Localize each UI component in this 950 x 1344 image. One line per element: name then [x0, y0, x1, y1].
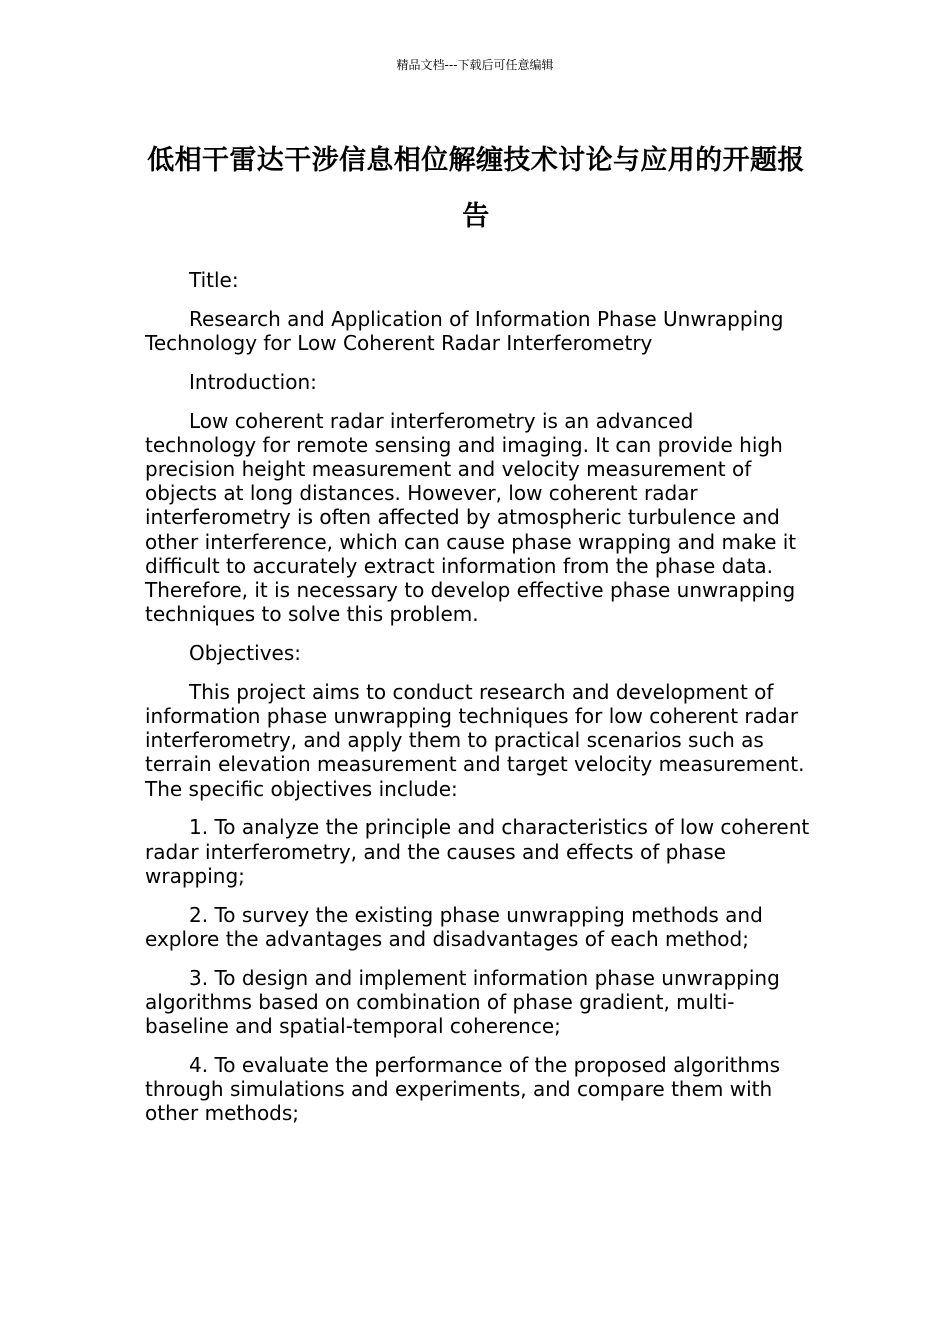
english-title: Research and Application of Information Phase Unwrapping Technology for Low Coherent Radar Interferometry — [145, 306, 784, 355]
objective-item-1: 1. To analyze the principle and characteristics of low coherent radar interferometry, and the causes and effects of phase wrapping; — [145, 815, 810, 888]
introduction-heading: Introduction: — [189, 369, 317, 394]
document-body — [145, 268, 810, 1140]
objectives-paragraph: This project aims to conduct research and development of information phase unwrapping techniques for low coherent radar interferometry, and apply them to practical scenarios such as terrain elevation measurement and target velocity measurement. The specific objectives include: — [145, 679, 805, 801]
objective-item-4: 4. To evaluate the performance of the proposed algorithms through simulations and experiments, and compare them with other methods; — [145, 1052, 781, 1126]
introduction-paragraph: Low coherent radar interferometry is an advanced technology for remote sensing and imaging. It can provide high precision height measurement and velocity measurement of objects at long distances. However, low coherent radar interferometry is often affected by atmospheric turbulence and other interference, which can cause phase wrapping and make it difficult to accurately extract information from the phase data. Therefore, it is necessary to develop effective phase unwrapping techniques to solve this problem. — [145, 408, 797, 627]
page-header: 精品文档---下载后可任意编辑 — [396, 58, 554, 72]
objectives-heading: Objectives: — [189, 641, 301, 666]
objective-item-3: 3. To design and implement information phase unwrapping algorithms based on combination of phase gradient, multi-baseline and spatial-temporal coherence; — [145, 965, 780, 1039]
objective-item-2: 2. To survey the existing phase unwrapping methods and explore the advantages and disadvantages of each method; — [145, 902, 763, 951]
title-label: Title: — [189, 268, 239, 292]
document-title: 低相干雷达干涉信息相位解缠技术讨论与应用的开题报告 — [147, 145, 805, 232]
